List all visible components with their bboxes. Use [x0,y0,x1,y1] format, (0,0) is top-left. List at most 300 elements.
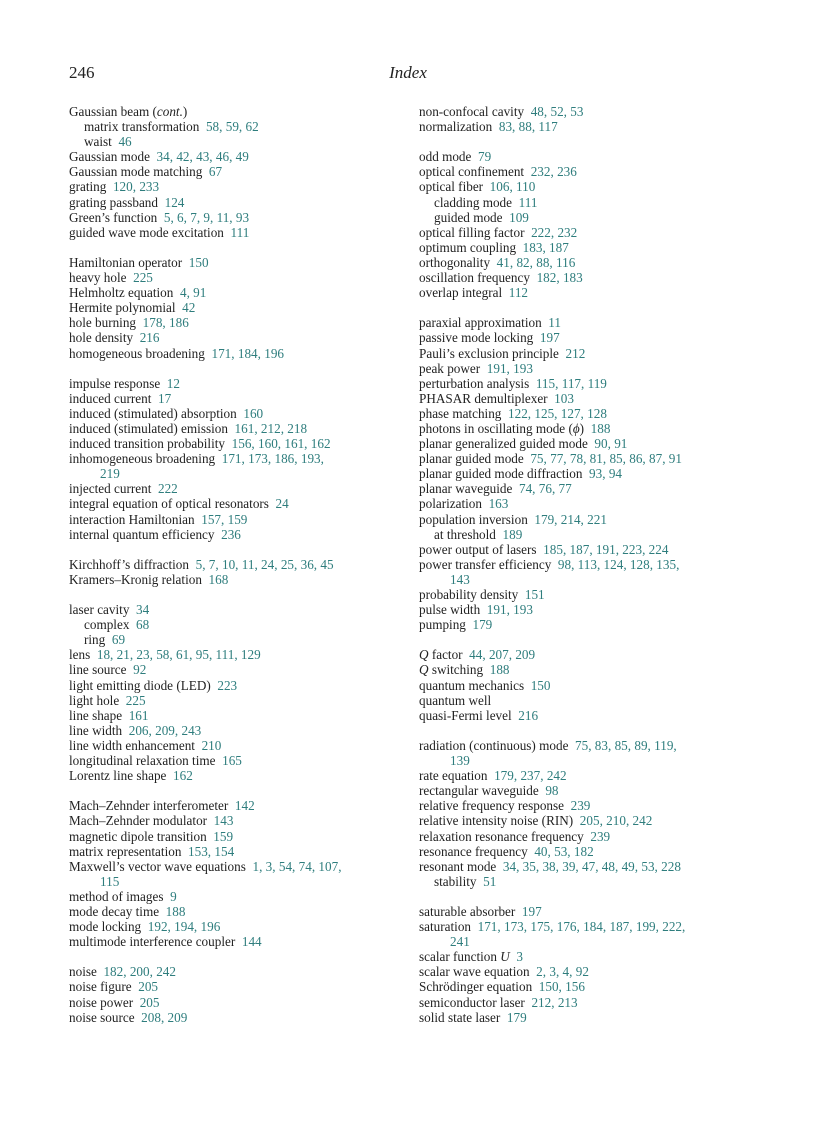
index-term: odd mode [419,149,472,165]
index-term: magnetic dipole transition [69,828,207,844]
index-page-references[interactable]: 161 [128,707,149,723]
index-page-references[interactable]: 9 [170,888,177,904]
index-entry [69,647,409,662]
index-entry [69,164,409,179]
index-term: quantum mechanics [419,677,525,693]
index-term: guided mode [434,209,503,225]
index-entry [69,859,409,874]
index-term: Kirchhoff’s diffraction [69,556,189,572]
index-entry [419,285,759,300]
index-term: photons in oscillating mode ( [419,420,573,436]
index-term: noise source [69,1009,135,1025]
index-entry [69,572,409,587]
index-group-spacer [419,889,759,904]
index-page-references[interactable]: 34, 42, 43, 46, 49 [156,149,249,165]
index-term: optical confinement [419,164,525,180]
index-term: planar guided mode [419,451,524,467]
index-page-references[interactable]: 165 [222,753,242,769]
page-number: 246 [69,63,95,82]
index-page-references[interactable]: 183, 187 [522,239,569,255]
index-entry [69,678,409,693]
index-term: relative intensity noise (RIN) [419,813,574,829]
index-page-references[interactable]: 120, 233 [112,179,160,195]
index-entry [419,512,759,527]
index-entry [69,979,409,994]
index-term: line source [69,662,127,678]
index-page-references[interactable]: 111 [518,194,538,210]
index-group-spacer [69,587,409,602]
index-page-references[interactable]: 216 [139,330,160,346]
index-entry [419,979,759,994]
index-page-references[interactable]: 236 [221,526,241,542]
index-term: multimode interference coupler [69,934,236,950]
index-page-references[interactable]: 5, 6, 7, 9, 11, 93 [163,209,250,225]
index-entry [419,421,759,436]
index-entry [69,995,409,1010]
index-term-suffix: switching [428,662,484,678]
index-column-right [419,104,759,1025]
index-term: saturable absorber [419,903,516,919]
index-page-references[interactable]: 111 [230,224,250,240]
index-term: noise [69,964,97,980]
index-page-references[interactable]: 115 [100,873,120,889]
index-entry [419,346,759,361]
index-page-references[interactable]: 18, 21, 23, 58, 61, 95, 111, 129 [96,647,261,663]
index-page-references[interactable]: 223 [217,677,238,693]
index-page-references[interactable]: 239 [570,798,591,814]
index-entry [69,451,409,466]
index-entry [419,904,759,919]
index-entry [419,451,759,466]
index-page-references[interactable]: 103 [554,390,574,406]
index-term: radiation (continuous) mode [419,737,569,753]
index-entry [419,768,759,783]
index-entry [69,255,409,270]
index-entry [419,708,759,723]
index-page-references[interactable]: 219 [100,466,120,482]
index-term: grating passband [69,194,158,210]
index-page-references[interactable]: 160 [243,405,264,421]
index-page-references[interactable]: 98, 113, 124, 128, 135, [557,556,680,572]
index-page-references[interactable]: 161, 212, 218 [234,420,308,436]
index-page-references[interactable]: 171, 184, 196 [211,345,284,361]
index-term: Mach–Zehnder modulator [69,813,208,829]
index-page-references[interactable]: 222 [157,481,178,497]
index-page-references[interactable]: 51 [483,873,497,889]
index-page-references[interactable]: 197 [539,330,560,346]
index-page-references[interactable]: 68 [136,617,150,633]
index-entry [419,678,759,693]
index-page-references[interactable]: 178, 186 [142,315,189,331]
index-entry [69,315,409,330]
index-term: planar guided mode diffraction [419,466,583,482]
index-page-references[interactable]: 192, 194, 196 [147,919,221,935]
index-term: matrix representation [69,843,182,859]
index-page-references[interactable]: 188 [590,420,611,436]
index-entry [419,859,759,874]
index-term: scalar wave equation [419,964,530,980]
index-entry [419,104,759,119]
index-term: saturation [419,919,472,935]
index-page-references[interactable]: 143 [213,813,234,829]
index-term: paraxial approximation [419,315,542,331]
index-page-references[interactable]: 205 [139,994,160,1010]
index-page-references[interactable]: 2, 3, 4, 92 [536,964,589,980]
index-term: mode decay time [69,903,160,919]
index-entry [419,738,759,753]
index-group-spacer [419,300,759,315]
index-page-references[interactable]: 12 [166,375,180,391]
index-entry [419,361,759,376]
index-page-references[interactable]: 197 [521,903,542,919]
index-page-references[interactable]: 75, 77, 78, 81, 85, 86, 87, 91 [530,451,682,467]
index-page-references[interactable]: 157, 159 [201,511,248,527]
index-page-references[interactable]: 212, 213 [531,994,578,1010]
index-entry [419,587,759,602]
index-page-references[interactable]: 212 [565,345,586,361]
index-term: homogeneous broadening [69,345,205,361]
index-entry [419,1010,759,1025]
index-term: population inversion [419,511,528,527]
index-term: optical filling factor [419,224,525,240]
index-entry [419,798,759,813]
index-entry [419,557,759,572]
index-page-references[interactable]: 48, 52, 53 [530,104,584,119]
index-page-references[interactable]: 17 [157,390,172,406]
index-term: phase matching [419,405,502,421]
index-entry [419,119,759,134]
index-term-suffix: ) [579,420,585,436]
index-page-references[interactable]: 150 [188,254,209,270]
index-entry [69,919,409,934]
index-term: Pauli’s exclusion principle [419,345,559,361]
index-term: interaction Hamiltonian [69,511,195,527]
index-term: guided wave mode excitation [69,224,224,240]
index-page-references[interactable]: 83, 88, 117 [498,119,558,135]
index-page-references[interactable]: 90, 91 [594,436,628,452]
index-entry [69,798,409,813]
index-page-references[interactable]: 75, 83, 85, 89, 119, [575,737,677,753]
index-entry [69,557,409,572]
index-page-references[interactable]: 171, 173, 186, 193, [221,451,324,467]
index-term: ring [84,632,106,648]
index-entry-continuation [69,874,409,889]
index-page-references[interactable]: 225 [133,270,153,286]
index-term: Hermite polynomial [69,300,176,316]
index-entry [419,164,759,179]
index-term: Schrödinger equation [419,979,533,995]
index-entry-continuation [419,934,759,949]
index-page-references[interactable]: 205, 210, 242 [579,813,653,829]
index-page-references[interactable]: 69 [111,632,126,648]
index-page-references[interactable]: 185, 187, 191, 223, 224 [543,541,669,557]
index-page-references[interactable]: 210 [201,737,222,753]
index-entry [419,647,759,662]
index-page-references[interactable]: 191, 193 [486,602,533,618]
index-term: perturbation analysis [419,375,530,391]
index-entry [419,542,759,557]
index-page-references[interactable]: 44, 207, 209 [469,647,536,663]
index-term: resonant mode [419,858,497,874]
index-entry [419,617,759,632]
index-page-references[interactable]: 208, 209 [141,1009,188,1025]
index-page-references[interactable]: 216 [518,707,539,723]
index-term: polarization [419,496,482,512]
index-entry [419,270,759,285]
index-entry [69,195,409,210]
index-entry [69,210,409,225]
index-page-references[interactable]: 139 [450,753,470,769]
index-term: normalization [419,119,493,135]
index-subentry [419,874,759,889]
index-entry [69,270,409,285]
index-entry [69,753,409,768]
index-entry [419,964,759,979]
index-page-references[interactable]: 222, 232 [531,224,578,240]
index-entry [69,768,409,783]
index-entry [69,225,409,240]
index-term-suffix: ) [182,104,188,119]
index-page-references[interactable]: 3 [516,949,524,965]
index-entry [419,496,759,511]
index-page-references[interactable]: 42 [182,300,196,316]
index-page-references[interactable]: 205 [138,979,158,995]
index-term: scalar function [419,949,501,965]
index-page-references[interactable]: 232, 236 [530,164,577,180]
index-page-references[interactable]: 109 [509,209,529,225]
index-term-italic: Q [419,647,429,663]
index-page-references[interactable]: 191, 193 [486,360,533,376]
index-page-references[interactable]: 189 [502,526,523,542]
index-page-references[interactable]: 115, 117, 119 [535,375,607,391]
index-entry [69,934,409,949]
index-entry [69,693,409,708]
index-term: Gaussian mode [69,149,150,165]
index-entry [69,1010,409,1025]
index-term: mode locking [69,919,142,935]
index-page-references[interactable]: 46 [118,134,132,150]
index-term: non-confocal cavity [419,104,525,119]
index-entry [69,496,409,511]
index-page-references[interactable]: 24 [275,496,289,512]
index-subentry [69,119,409,134]
index-page-references[interactable]: 124 [164,194,185,210]
index-group-spacer [69,240,409,255]
index-subentry [69,134,409,149]
index-term-suffix: factor [428,647,463,663]
index-entry [419,813,759,828]
index-page-references[interactable]: 188 [165,903,186,919]
index-entry [419,481,759,496]
index-page-references[interactable]: 150 [530,677,551,693]
index-page-references[interactable]: 98 [545,783,559,799]
index-group-spacer [69,361,409,376]
index-entry [69,964,409,979]
index-term: Helmholtz equation [69,285,174,301]
index-entry-continuation [69,466,409,481]
index-term: injected current [69,481,152,497]
index-term: method of images [69,888,164,904]
index-term: Hamiltonian operator [69,254,183,270]
index-term: impulse response [69,375,161,391]
index-subentry [419,195,759,210]
index-entry [419,391,759,406]
index-page-references[interactable]: 4, 91 [179,285,207,301]
index-page-references[interactable]: 225 [125,692,146,708]
index-page-references[interactable]: 179 [472,617,493,633]
index-page-references[interactable]: 159 [213,828,234,844]
index-page-references[interactable]: 241 [450,934,470,950]
index-page-references[interactable]: 41, 82, 88, 116 [496,254,576,270]
index-page-references[interactable]: 5, 7, 10, 11, 24, 25, 36, 45 [195,556,334,572]
index-term-italic: Q [419,662,429,678]
index-page-references[interactable]: 11 [548,315,561,331]
index-term: induced (stimulated) absorption [69,405,237,421]
index-entry [69,662,409,677]
index-entry [69,481,409,496]
index-term: semiconductor laser [419,994,525,1010]
index-term: light hole [69,692,120,708]
index-page-references[interactable]: 239 [590,828,611,844]
index-entry [69,346,409,361]
index-term: oscillation frequency [419,270,530,286]
index-entry [69,421,409,436]
index-page-references[interactable]: 182, 183 [536,270,583,286]
index-term: at threshold [434,526,496,542]
index-entry [69,813,409,828]
index-entry [419,995,759,1010]
index-term: optimum coupling [419,239,517,255]
index-term: solid state laser [419,1009,501,1025]
index-entry [69,149,409,164]
index-page-references[interactable]: 67 [208,164,223,180]
index-page-references[interactable]: 93, 94 [589,466,623,482]
index-entry [69,406,409,421]
index-term: induced current [69,390,152,406]
index-term: power output of lasers [419,541,537,557]
index-entry [69,179,409,194]
index-term: light emitting diode (LED) [69,677,211,693]
index-page-references[interactable]: 106, 110 [489,179,536,195]
index-page-references[interactable]: 163 [488,496,509,512]
index-page-references[interactable]: 179, 237, 242 [494,768,567,784]
index-term: stability [434,873,477,889]
index-page-references[interactable]: 79 [477,149,492,165]
index-term: line width [69,722,123,738]
index-term: matrix transformation [84,119,200,135]
index-term: optical fiber [419,179,484,195]
index-page-references[interactable]: 40, 53, 182 [534,843,594,859]
index-entry [419,315,759,330]
index-page-references[interactable]: 162 [173,768,193,784]
index-entry [419,919,759,934]
index-page-references[interactable]: 74, 76, 77 [518,481,572,497]
index-page-references[interactable]: 144 [241,934,262,950]
index-page-references[interactable]: 143 [450,571,470,587]
index-column-left [69,104,409,1025]
index-subentry [419,527,759,542]
index-page-references[interactable]: 153, 154 [188,843,235,859]
index-term: longitudinal relaxation time [69,753,216,769]
index-group-spacer [419,134,759,149]
index-term: noise figure [69,979,132,995]
index-term: inhomogeneous broadening [69,451,216,467]
index-entry [69,738,409,753]
index-entry [419,330,759,345]
index-term-italic: cont. [156,104,183,119]
index-term: induced transition probability [69,436,226,452]
index-term: Mach–Zehnder interferometer [69,798,229,814]
index-term: relaxation resonance frequency [419,828,584,844]
index-page-references[interactable]: 112 [508,285,529,301]
index-page-references[interactable]: 1, 3, 54, 74, 107, [252,858,342,874]
index-entry [69,391,409,406]
index-group-spacer [69,949,409,964]
index-page-references[interactable]: 179 [506,1009,527,1025]
index-page-references[interactable]: 150, 156 [538,979,585,995]
index-page-references[interactable]: 34, 35, 38, 39, 47, 48, 49, 53, 228 [502,858,681,874]
index-page-references[interactable]: 179, 214, 221 [534,511,607,527]
index-term: hole density [69,330,134,346]
index-page-references[interactable]: 151 [524,587,545,602]
index-term: orthogonality [419,254,491,270]
index-term: laser cavity [69,602,130,618]
index-page-references[interactable]: 122, 125, 127, 128 [508,405,607,421]
index-term: pumping [419,617,466,633]
index-page-references[interactable]: 182, 200, 242 [103,964,176,980]
index-subentry [419,210,759,225]
index-term: internal quantum efficiency [69,526,215,542]
index-term: Gaussian mode matching [69,164,203,180]
index-term: pulse width [419,602,481,618]
index-term: power transfer efficiency [419,556,552,572]
index-term: rate equation [419,768,488,784]
index-term: complex [84,617,130,633]
index-entry [69,376,409,391]
index-entry [419,693,759,708]
index-term: Green’s function [69,209,158,225]
index-term-italic: ϕ [572,420,580,436]
index-term: induced (stimulated) emission [69,420,228,436]
index-page-references[interactable]: 142 [234,798,255,814]
index-page-references[interactable]: 168 [208,571,229,587]
index-entry [419,949,759,964]
index-entry [419,149,759,164]
index-entry [69,285,409,300]
index-entry [69,904,409,919]
index-entry [69,844,409,859]
index-page-references[interactable]: 171, 173, 175, 176, 184, 187, 199, 222, [477,919,686,935]
index-entry [419,783,759,798]
index-entry [69,300,409,315]
index-page-references[interactable]: 188 [489,662,510,678]
index-term: planar waveguide [419,481,513,497]
index-entry-continuation [419,572,759,587]
index-entry [419,844,759,859]
index-page-references[interactable]: 92 [133,662,147,678]
index-page-references[interactable]: 206, 209, 243 [128,722,202,738]
index-term: waist [84,134,112,150]
index-term: overlap integral [419,285,503,301]
index-page-references[interactable]: 156, 160, 161, 162 [231,436,331,452]
index-group-spacer [69,783,409,798]
index-entry [419,662,759,677]
index-term: line shape [69,707,123,723]
index-page-references[interactable]: 58, 59, 62 [205,119,259,135]
index-term: line width enhancement [69,737,195,753]
index-entry-continuation [419,753,759,768]
index-page-references[interactable]: 34 [136,602,150,618]
